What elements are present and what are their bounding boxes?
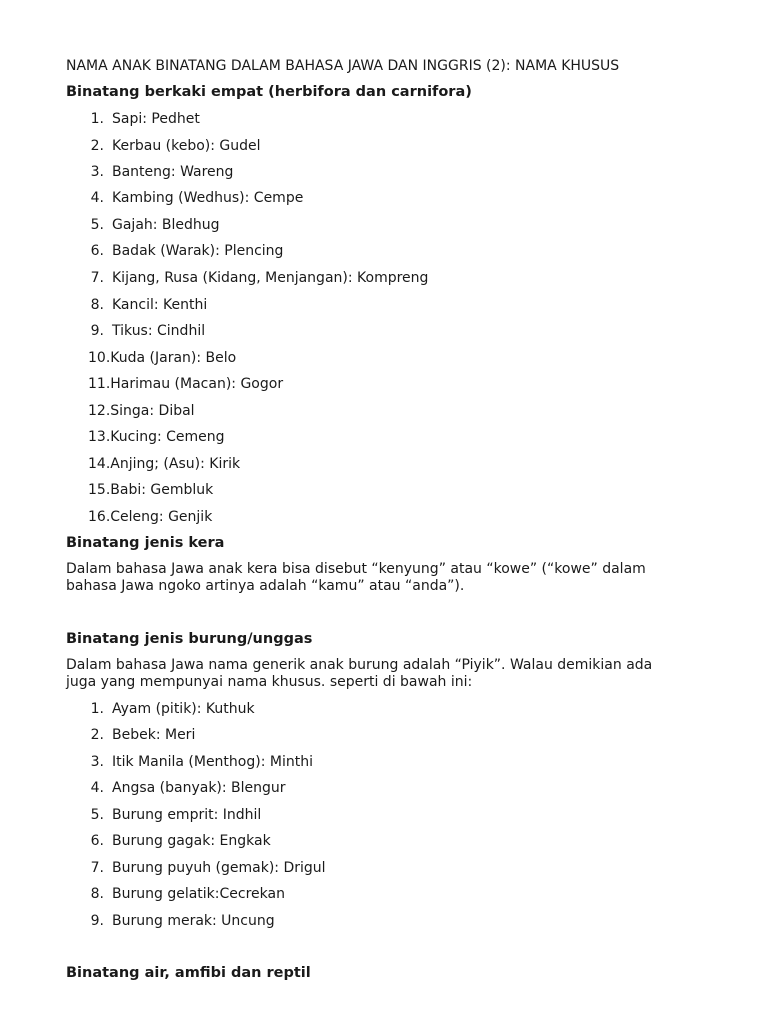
list-item-number: 6. xyxy=(90,833,104,849)
list-item-number: 10.Kuda (Jaran): Belo xyxy=(88,350,237,366)
list-item: Tikus: Cindhil xyxy=(112,323,206,339)
list-item-number: 4. xyxy=(90,190,104,206)
list-item-number: 9. xyxy=(90,323,104,339)
list-item: Kijang, Rusa (Kidang, Menjangan): Kompreng xyxy=(112,270,429,286)
list-item: Kucing: Cemeng xyxy=(110,429,225,445)
list-item-number: 12.Singa: Dibal xyxy=(88,403,195,419)
list-item: Bebek: Meri xyxy=(112,727,196,743)
list-item: Sapi: Pedhet xyxy=(112,111,200,127)
list-item-number: 2. xyxy=(90,138,104,154)
list-item: Singa: Dibal xyxy=(110,403,195,419)
list-item: Ayam (pitik): Kuthuk xyxy=(112,701,255,717)
list-item-number: 2. xyxy=(90,727,104,743)
list-item-number: 6. xyxy=(90,243,104,259)
list-item: Kambing (Wedhus): Cempe xyxy=(112,190,304,206)
list-item: Banteng: Wareng xyxy=(112,164,234,180)
paragraph-birds-line-1: Dalam bahasa Jawa nama generik anak burung adalah “Piyik”. Walau demikian ada xyxy=(66,657,653,673)
list-item-number: 9. xyxy=(90,913,104,929)
list-item: Burung merak: Uncung xyxy=(112,913,275,929)
list-item-number: 8. xyxy=(90,297,104,313)
list-item-number: 14.Anjing; (Asu): Kirik xyxy=(88,456,241,472)
section-heading-monkey: Binatang jenis kera xyxy=(66,535,225,551)
document-title: NAMA ANAK BINATANG DALAM BAHASA JAWA DAN INGGRIS (2): NAMA KHUSUS xyxy=(66,58,620,74)
list-item-number: 3. xyxy=(90,754,104,770)
list-item: Anjing; (Asu): Kirik xyxy=(110,456,241,472)
list-item-number: 5. xyxy=(90,807,104,823)
list-item: Badak (Warak): Plencing xyxy=(112,243,284,259)
list-item: Burung puyuh (gemak): Drigul xyxy=(112,860,326,876)
section-heading-four-legged: Binatang berkaki empat (herbifora dan carnifora) xyxy=(66,84,472,100)
list-item-number: 1. xyxy=(90,111,104,127)
list-item-number: 4. xyxy=(90,780,104,796)
list-item: Angsa (banyak): Blengur xyxy=(112,780,286,796)
list-item-number: 1. xyxy=(90,701,104,717)
list-item-number: 13.Kucing: Cemeng xyxy=(88,429,225,445)
list-item: Harimau (Macan): Gogor xyxy=(110,376,284,392)
list-item-number: 11.Harimau (Macan): Gogor xyxy=(88,376,284,392)
list-item-number: 5. xyxy=(90,217,104,233)
list-item-number: 16.Celeng: Genjik xyxy=(88,509,213,525)
list-item: Kuda (Jaran): Belo xyxy=(110,350,237,366)
list-item-number: 3. xyxy=(90,164,104,180)
list-item: Burung gelatik:Cecrekan xyxy=(112,886,285,902)
list-item-number: 7. xyxy=(90,860,104,876)
list-item: Gajah: Bledhug xyxy=(112,217,220,233)
list-item: Burung emprit: Indhil xyxy=(112,807,262,823)
list-item: Kerbau (kebo): Gudel xyxy=(112,138,261,154)
section-heading-water-animals: Binatang air, amfibi dan reptil xyxy=(66,965,311,981)
paragraph-monkey-line-1: Dalam bahasa Jawa anak kera bisa disebut “kenyung” atau “kowe” (“kowe” dalam xyxy=(66,561,646,577)
list-item: Kancil: Kenthi xyxy=(112,297,208,313)
list-item-number: 15.Babi: Gembluk xyxy=(88,482,214,498)
paragraph-monkey-line-2: bahasa Jawa ngoko artinya adalah “kamu” atau “anda”). xyxy=(66,578,465,594)
paragraph-birds-line-2: juga yang mempunyai nama khusus. seperti di bawah ini: xyxy=(66,674,473,690)
list-item-number: 7. xyxy=(90,270,104,286)
list-item: Burung gagak: Engkak xyxy=(112,833,271,849)
list-item-number: 8. xyxy=(90,886,104,902)
section-heading-birds: Binatang jenis burung/unggas xyxy=(66,631,313,647)
list-item: Babi: Gembluk xyxy=(110,482,214,498)
list-item: Itik Manila (Menthog): Minthi xyxy=(112,754,313,770)
list-item: Celeng: Genjik xyxy=(110,509,213,525)
